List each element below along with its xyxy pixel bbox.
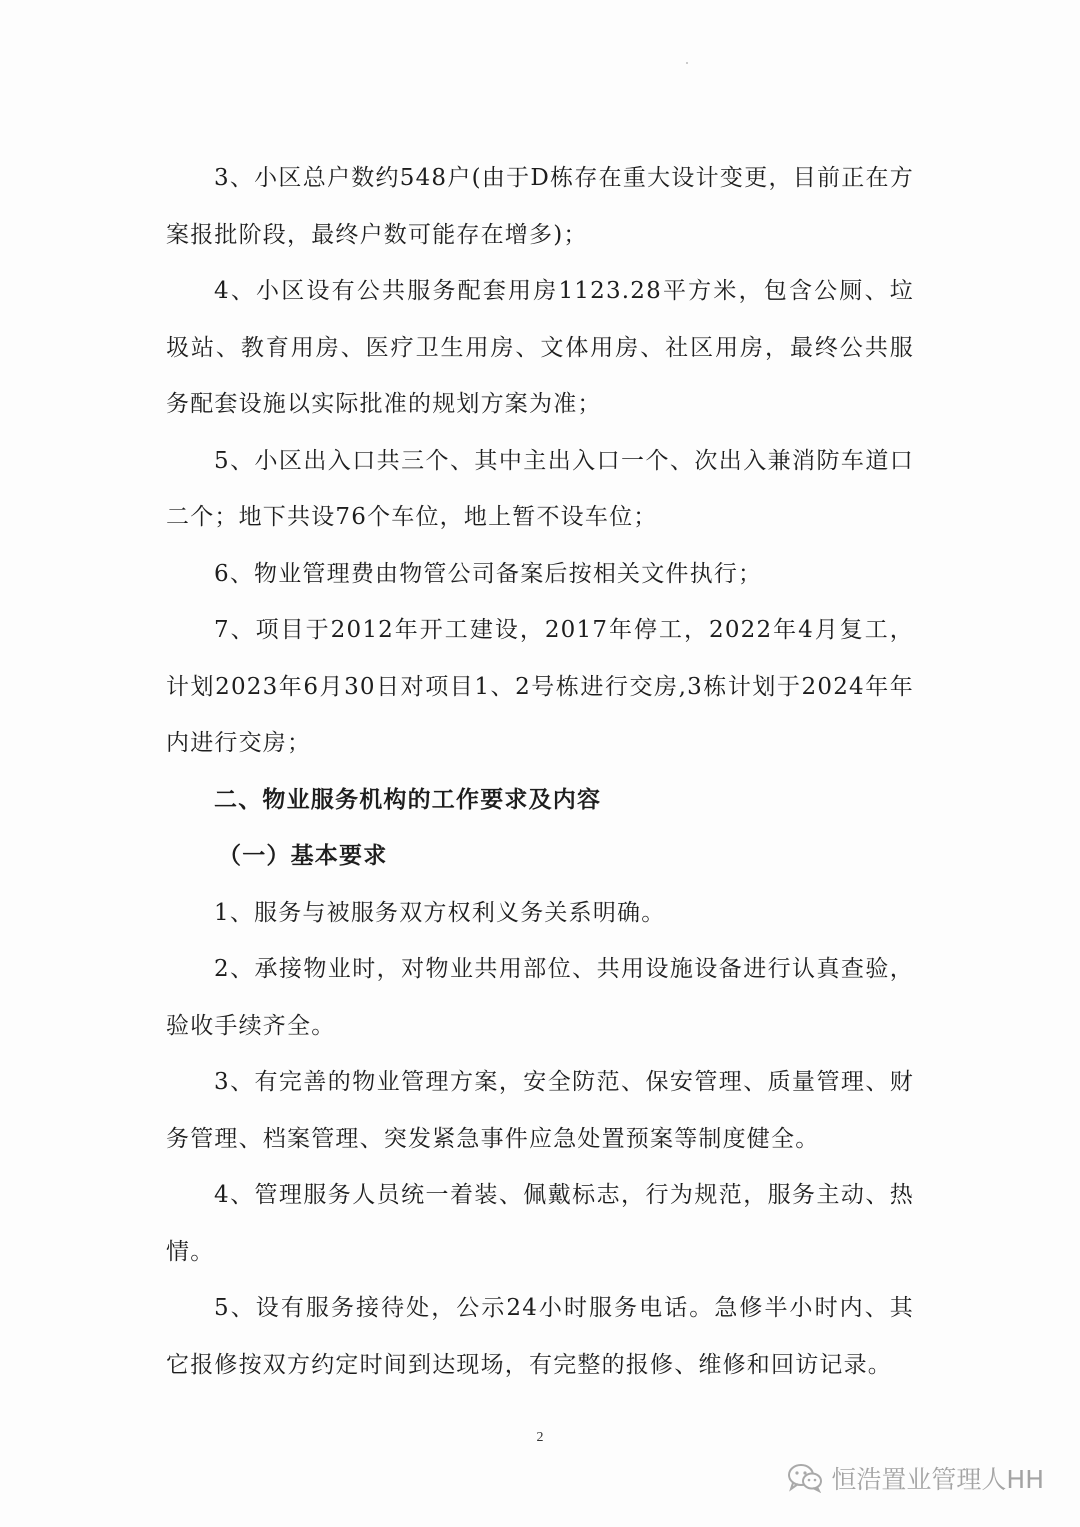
req-5: 5、设有服务接待处，公示24小时服务电话。急修半小时内、其它报修按双方约定时间到达现场，有完整的报修、维修和回访记录。 bbox=[166, 1295, 914, 1378]
req-2: 2、承接物业时，对物业共用部位、共用设施设备进行认真查验，验收手续齐全。 bbox=[166, 956, 914, 1039]
watermark-text: 恒浩置业管理人HH bbox=[831, 1465, 1044, 1494]
req-1: 1、服务与被服务双方权利义务关系明确。 bbox=[214, 899, 666, 926]
item-5: 5、小区出入口共三个、其中主出入口一个、次出入兼消防车道口二个；地下共设76个车位，地上暂不设车位； bbox=[166, 447, 914, 530]
req-3: 3、有完善的物业管理方案，安全防范、保安管理、质量管理、财务管理、档案管理、突发紧急事件应急处置预案等制度健全。 bbox=[166, 1069, 914, 1152]
req-4: 4、管理服务人员统一着装、佩戴标志，行为规范，服务主动、热情。 bbox=[166, 1182, 914, 1265]
section-2-heading: 二、物业服务机构的工作要求及内容 bbox=[214, 786, 602, 813]
item-6: 6、物业管理费由物管公司备案后按相关文件执行； bbox=[214, 560, 763, 587]
item-3: 3、小区总户数约548户(由于D栋存在重大设计变更，目前正在方案报批阶段，最终户数可能存在增多)； bbox=[166, 165, 914, 248]
watermark bbox=[787, 1460, 1044, 1496]
page-number: 2 bbox=[536, 1430, 544, 1445]
scan-speck bbox=[686, 62, 688, 64]
item-7: 7、项目于2012年开工建设，2017年停工，2022年4月复工，计划2023年6月30日对项目1、2号栋进行交房,3栋计划于2024年年内进行交房； bbox=[166, 617, 914, 756]
document-body bbox=[166, 150, 914, 1393]
item-4: 4、小区设有公共服务配套用房1123.28平方米，包含公厕、垃圾站、教育用房、医疗卫生用房、文体用房、社区用房，最终公共服务配套设施以实际批准的规划方案为准； bbox=[166, 278, 914, 417]
subsection-1-heading: （一）基本要求 bbox=[218, 843, 388, 869]
wechat-icon bbox=[787, 1463, 823, 1493]
